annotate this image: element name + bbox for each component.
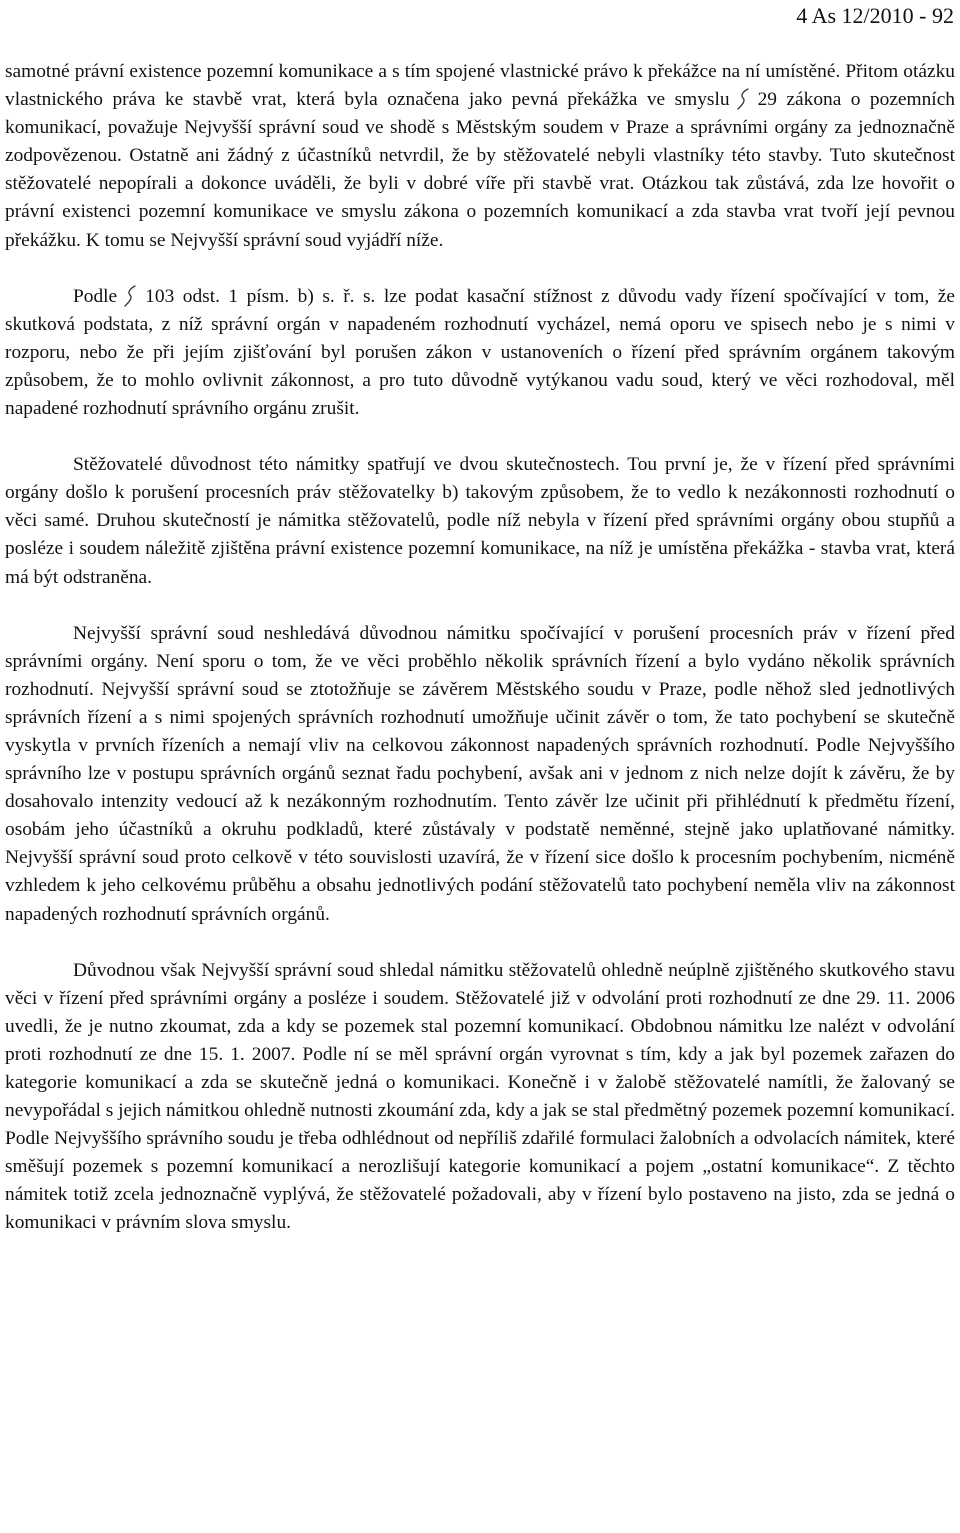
section-sign-icon bbox=[121, 285, 141, 307]
page-header bbox=[796, 2, 954, 30]
paragraph-4: Nejvyšší správní soud neshledává důvodnou námitku spočívající v porušení procesních práv v řízení před správními orgány. Není sporu o tom, že ve věci proběhlo několik správních řízení a bylo vydáno několik správních rozhodnutí. Nejvyšší správní soud se ztotožňuje se závěrem Městského soudu v Praze, podle něhož sled jednotlivých správních řízení a s nimi spojených správních rozhodnutí umožňuje učinit závěr o tom, že tato pochybení se skutečně vyskytla v prvních řízeních a nemají vliv na celkovou zákonnost napadených správních rozhodnutí. Podle Nejvyššího správního lze v postupu správních orgánů seznat řadu pochybení, avšak ani v jednom z nich nelze dojít k závěru, že by dosahovalo intenzity vedoucí až k nezákonným rozhodnutím. Tento závěr lze učinit při přihlédnutí k předmětu řízení, osobám jeho účastníků a okruhu podkladů, které zůstávaly v podstatě neměnné, stejně jako uplatňované námitky. Nejvyšší správní soud proto celkově v této souvislosti uzavírá, že v řízení sice došlo k procesním pochybením, nicméně vzhledem k jeho celkovému průběhu a obsahu jednotlivých podání stěžovatelů tato pochybení neměla vliv na zákonnost napadených rozhodnutí správních orgánů. bbox=[5, 622, 955, 925]
paragraph-gap bbox=[5, 592, 955, 620]
section-sign-icon bbox=[734, 88, 754, 110]
document-body bbox=[5, 58, 955, 1238]
paragraph-2 bbox=[5, 283, 955, 423]
paragraph-gap bbox=[5, 929, 955, 957]
paragraph-2-text-a: Podle bbox=[73, 285, 118, 307]
paragraph-gap bbox=[5, 423, 955, 451]
paragraph-5: Důvodnou však Nejvyšší správní soud shledal námitku stěžovatelů ohledně neúplně zjištěného skutkového stavu věci v řízení před správními orgány a posléze i soudem. Stěžovatelé již v odvolání proti rozhodnutí ze dne 29. 11. 2006 uvedli, že je nutno zkoumat, zda a kdy se pozemek stal pozemní komunikací. Obdobnou námitku lze nalézt v odvolání proti rozhodnutí ze dne 15. 1. 2007. Podle ní se měl správní orgán vyrovnat s tím, kdy a jak byl pozemek zařazen do kategorie komunikací a zda se skutečně jedná o komunikaci. Konečně i v žalobě stěžovatelé namítli, že žalovaný se nevypořádal s jejich námitkou ohledně nutnosti zkoumání zda, kdy a jak se stal předmětný pozemek pozemní komunikací. Podle Nejvyššího správního soudu je třeba odhlédnout od nepříliš zdařilé formulaci žalobních a odvolacích námitek, které směšují pozemek s pozemní komunikací a nerozlišují kategorie komunikací a pojem „ostatní komunikace“. Z těchto námitek totiž zcela jednoznačně vyplývá, že stěžovatelé požadovali, aby v řízení bylo postaveno na jisto, zda se jedná o komunikaci v právním slova smyslu. bbox=[5, 959, 955, 1234]
paragraph-1 bbox=[5, 58, 955, 255]
paragraph-1-text-b: 29 zákona o pozemních komunikací, považuje Nejvyšší správní soud ve shodě s Městským soudem v Praze a správními orgány za jednoznačně zodpovězenou. Ostatně ani žádný z účastníků netvrdil, že by stěžovatelé nebyli vlastníky této stavby. Tuto skutečnost stěžovatelé nepopírali a dokonce uváděli, že byli v dobré víře při stavbě vrat. Otázkou tak zůstává, zda lze hovořit o právní existenci pozemní komunikace ve smyslu zákona o pozemních komunikací a zda stavba vrat tvoří její pevnou překážku. K tomu se Nejvyšší správní soud vyjádří níže. bbox=[5, 89, 955, 251]
paragraph-gap bbox=[5, 255, 955, 283]
paragraph-2-text-b: 103 odst. 1 písm. b) s. ř. s. lze podat kasační stížnost z důvodu vady řízení spočívající v tom, že skutková podstata, z níž správní orgán v napadeném rozhodnutí vycházel, nemá oporu ve spisech nebo je s nimi v rozporu, nebo že při jejím zjišťování byl porušen zákon v ustanoveních o řízení před správním orgánem takovým způsobem, že to mohlo ovlivnit zákonnost, a pro tuto důvodně vytýkanou vadu soud, který ve věci rozhodoval, měl napadené rozhodnutí správního orgánu zrušit. bbox=[5, 285, 955, 420]
paragraph-1-text-a: samotné právní existence pozemní komunikace a s tím spojené vlastnické právo k překážce na ní umístěné. Přitom otázku vlastnického práva ke stavbě vrat, která byla označena jako pevná překážka ve smyslu bbox=[5, 61, 955, 111]
case-reference: 4 As 12/2010 - 92 bbox=[796, 3, 954, 28]
paragraph-3: Stěžovatelé důvodnost této námitky spatřují ve dvou skutečnostech. Tou první je, že v řízení před správními orgány došlo k porušení procesních práv stěžovatelky b) takovým způsobem, že to vedlo k nezákonnosti rozhodnutí o věci samé. Druhou skutečností je námitka stěžovatelů, podle níž nebyla v řízení před správními orgány obou stupňů a posléze i soudem náležitě zjištěna právní existence pozemní komunikace, na níž je umístěna překážka - stavba vrat, která má být odstraněna. bbox=[5, 454, 955, 588]
